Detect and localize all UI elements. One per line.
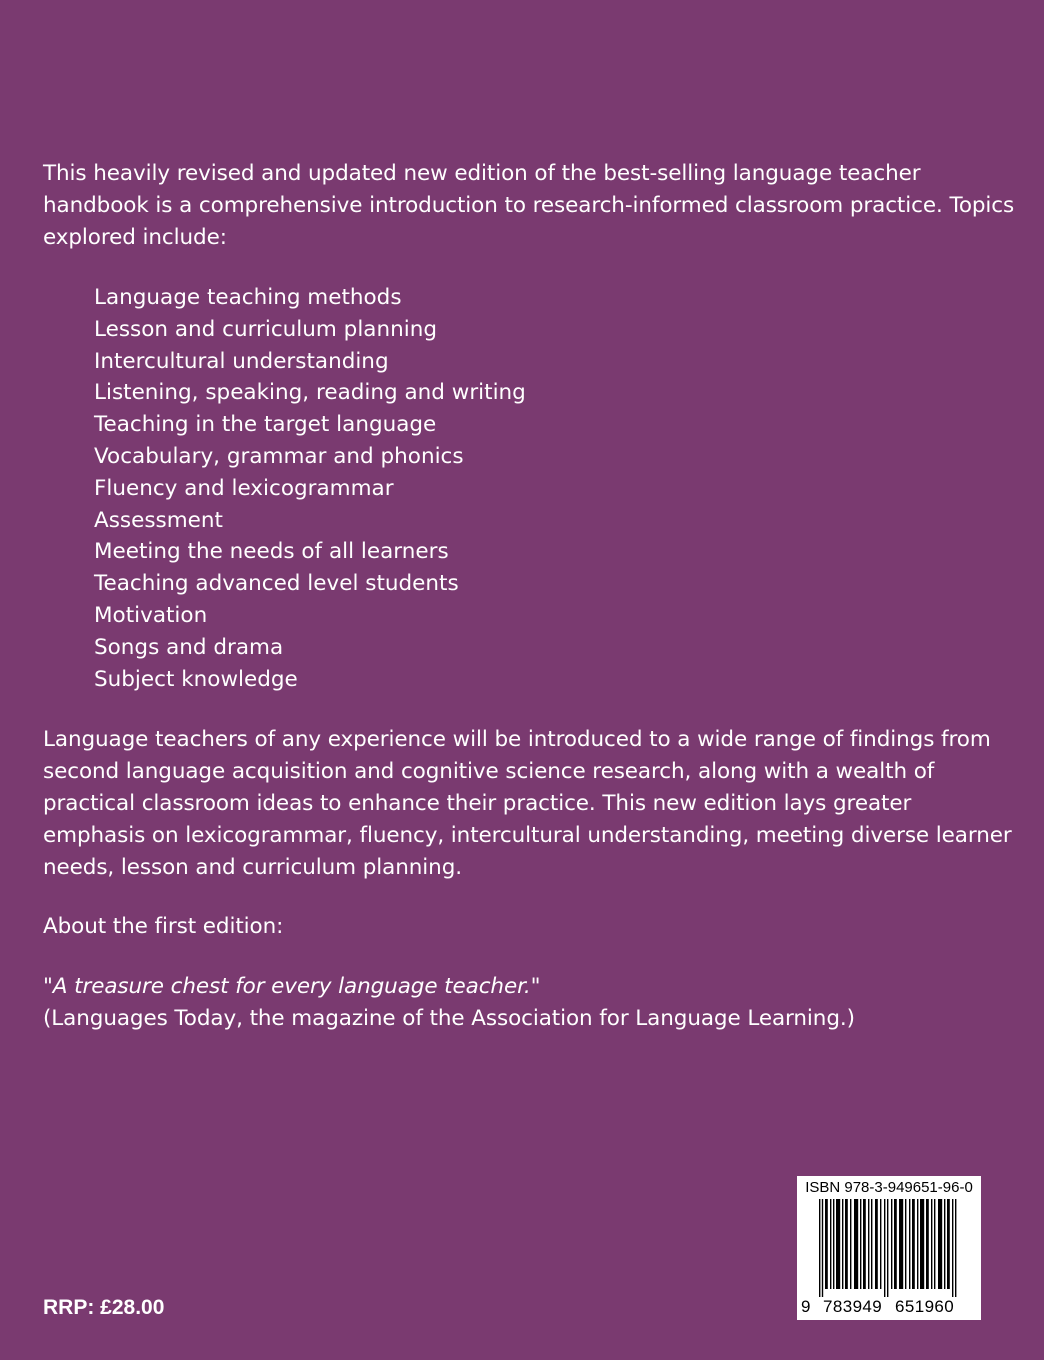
ean-first-digit: 9 xyxy=(801,1297,811,1316)
topic-item: Motivation xyxy=(94,602,208,628)
about-heading: About the first edition: xyxy=(43,914,284,939)
topic-item: Language teaching methods xyxy=(94,285,402,310)
isbn-label: ISBN 978-3-949651-96-0 xyxy=(805,1179,973,1196)
topic-item: Intercultural understanding xyxy=(94,348,389,374)
topic-item: Meeting the needs of all learners xyxy=(94,539,449,565)
price-label: RRP: £28.00 xyxy=(43,1296,165,1319)
ean-left-group: 783949 xyxy=(823,1297,883,1316)
ean-right-group: 651960 xyxy=(895,1297,955,1316)
review-quote: "A treasure chest for every language teacher." xyxy=(43,974,541,999)
topic-item: Lesson and curriculum planning xyxy=(94,316,437,342)
topic-item: Assessment xyxy=(94,507,223,533)
description-paragraph: Language teachers of any experience will be introduced to a wide range of findings from second language acquisition and cognitive science research, along with a wealth of practical classroom ideas to enhance their practice. This new edition lays greater emphasis on lexicogrammar, fluency, intercultural understanding, meeting diverse learner needs, lesson and curriculum planning. xyxy=(43,727,1012,880)
topic-item: Listening, speaking, reading and writing xyxy=(94,380,526,406)
topic-item: Fluency and lexicogrammar xyxy=(94,475,394,501)
topic-item: Vocabulary, grammar and phonics xyxy=(94,443,464,469)
intro-paragraph: This heavily revised and updated new edition of the best-selling language teacher handbook is a comprehensive introduction to research-informed classroom practice. Topics explored include: xyxy=(43,161,1015,250)
topic-item: Teaching in the target language xyxy=(94,412,437,438)
barcode-bars xyxy=(819,1199,959,1297)
topics-list xyxy=(94,282,526,695)
barcode xyxy=(797,1176,981,1320)
topic-item: Teaching advanced level students xyxy=(94,571,459,597)
topic-item: Subject knowledge xyxy=(94,666,298,692)
topic-item: Songs and drama xyxy=(94,634,284,660)
review-source: (Languages Today, the magazine of the Association for Language Learning.) xyxy=(43,1006,855,1031)
